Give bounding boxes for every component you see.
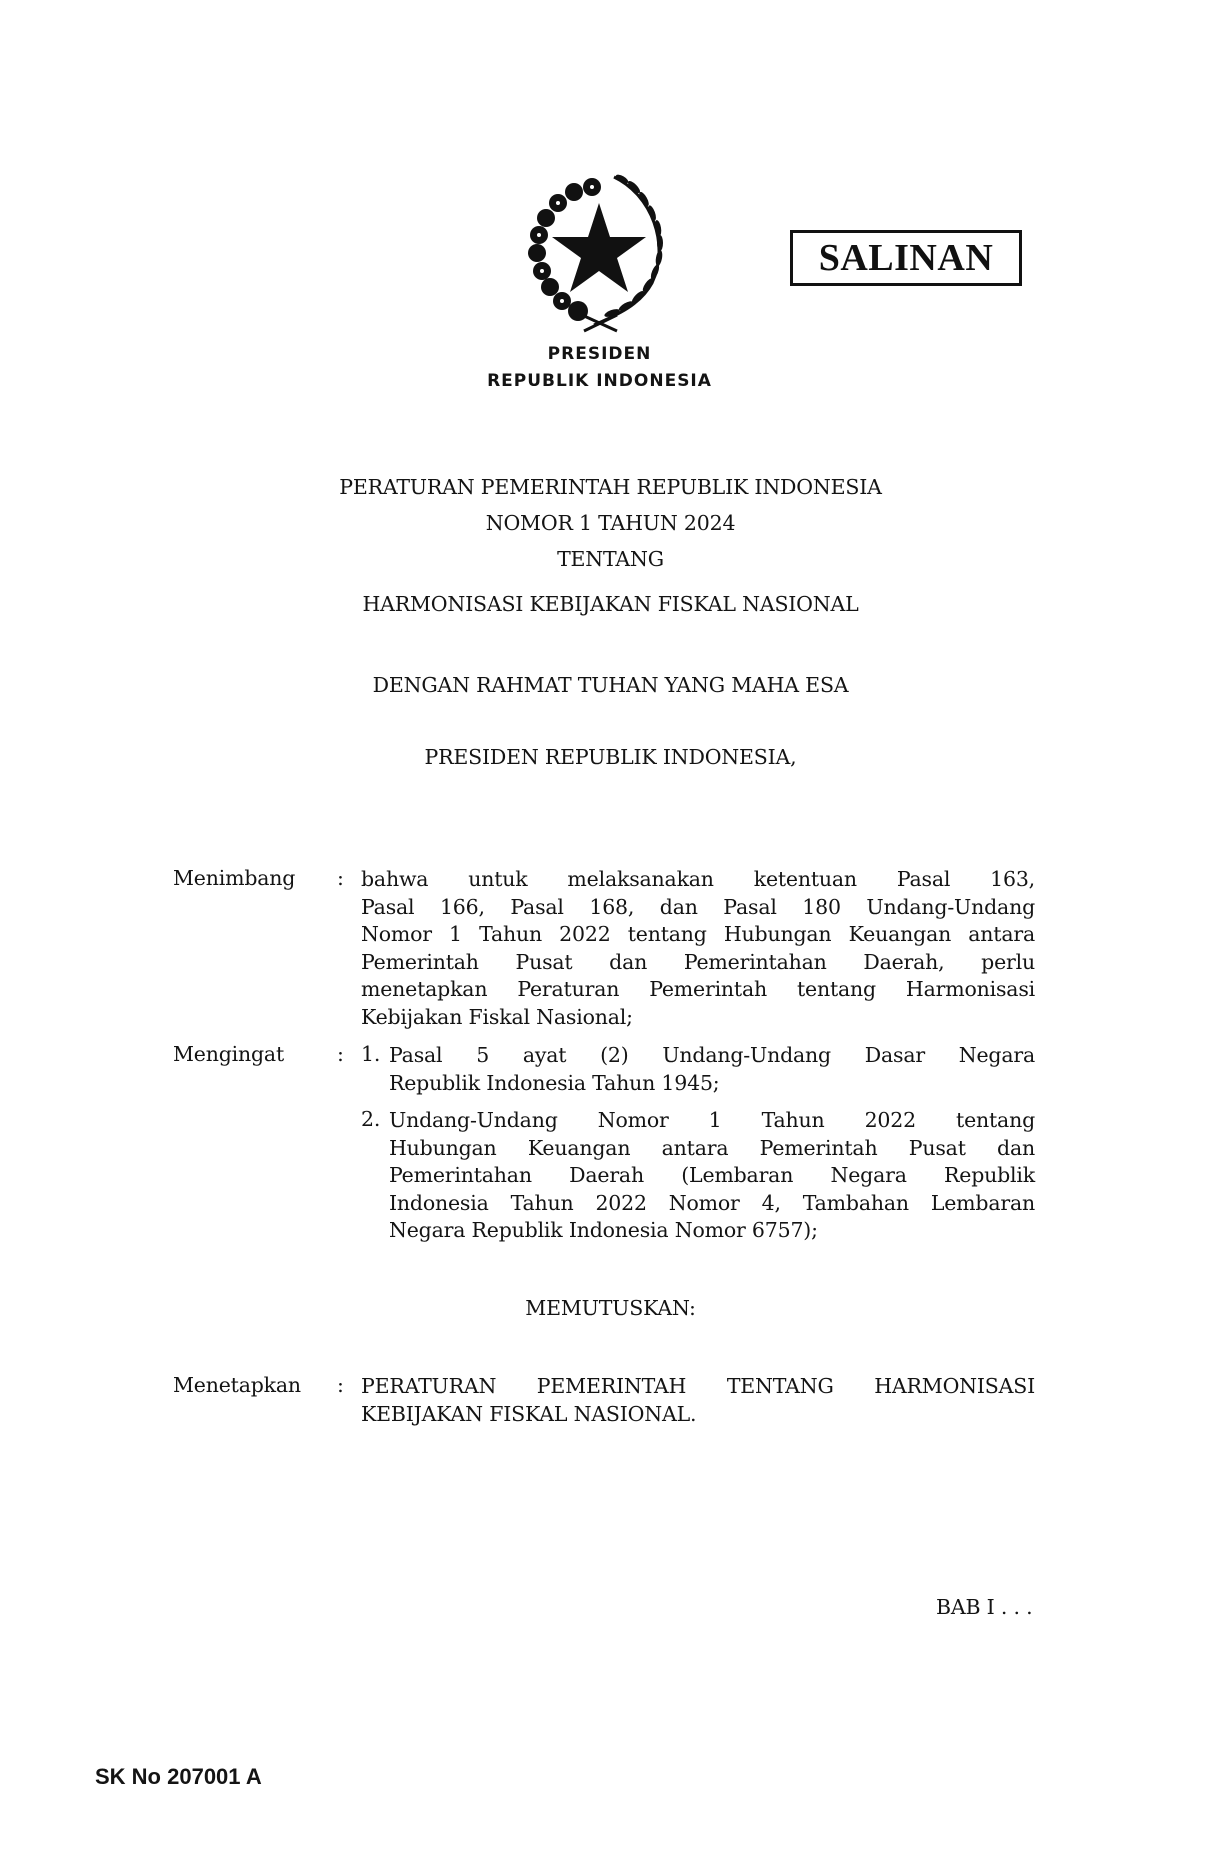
- text-line: Nomor 1 Tahun 2022 tentang Hubungan Keuangan antara: [361, 922, 1035, 947]
- menimbang-section: [173, 866, 1035, 1036]
- document-code: SK No 207001 A: [95, 1764, 262, 1789]
- decision-heading: MEMUTUSKAN:: [525, 1296, 696, 1320]
- text-line: Hubungan Keuangan antara Pemerintah Pusat dan: [389, 1135, 1035, 1160]
- title-regulation: PERATURAN PEMERINTAH REPUBLIK INDONESIA: [339, 475, 882, 499]
- mengingat-colon: :: [337, 1042, 344, 1066]
- text-line: Pemerintahan Daerah (Lembaran Negara Republik: [389, 1163, 1035, 1188]
- title-subject: HARMONISASI KEBIJAKAN FISKAL NASIONAL: [362, 592, 859, 616]
- continuation-marker: BAB I . . .: [936, 1595, 1033, 1619]
- menetapkan-text: [361, 1373, 1035, 1428]
- text-line: Undang-Undang Nomor 1 Tahun 2022 tentang: [389, 1108, 1035, 1132]
- authority: PRESIDEN REPUBLIK INDONESIA,: [424, 745, 797, 769]
- text-line: Republik Indonesia Tahun 1945;: [389, 1070, 720, 1095]
- text-line: Pasal 166, Pasal 168, dan Pasal 180 Undang-Undang: [361, 894, 1035, 919]
- text-line: bahwa untuk melaksanakan ketentuan Pasal 163,: [361, 867, 1035, 891]
- item-text: [389, 1042, 1035, 1097]
- text-line: Indonesia Tahun 2022 Nomor 4, Tambahan Lembaran: [389, 1190, 1035, 1215]
- menetapkan-colon: :: [337, 1373, 344, 1397]
- title-tentang: TENTANG: [557, 547, 664, 571]
- text-line: KEBIJAKAN FISKAL NASIONAL.: [361, 1401, 697, 1426]
- presidential-seal-icon: [522, 165, 677, 333]
- salinan-label: SALINAN: [818, 237, 994, 279]
- menimbang-colon: :: [337, 866, 344, 890]
- mengingat-label: Mengingat: [173, 1042, 284, 1066]
- menimbang-label: Menimbang: [173, 866, 296, 890]
- issuer-line-2: REPUBLIK INDONESIA: [487, 371, 712, 391]
- menetapkan-section: [173, 1373, 1035, 1433]
- mengingat-section: [173, 1042, 1035, 1252]
- item-number: 1.: [361, 1042, 381, 1066]
- menimbang-text: [361, 866, 1035, 1032]
- text-line: PERATURAN PEMERINTAH TENTANG HARMONISASI: [361, 1374, 1035, 1398]
- title-number: NOMOR 1 TAHUN 2024: [485, 511, 736, 535]
- text-line: Pasal 5 ayat (2) Undang-Undang Dasar Negara: [389, 1043, 1035, 1067]
- item-text: [389, 1107, 1035, 1245]
- text-line: Negara Republik Indonesia Nomor 6757);: [389, 1218, 818, 1243]
- text-line: Kebijakan Fiskal Nasional;: [361, 1004, 633, 1029]
- text-line: menetapkan Peraturan Pemerintah tentang Harmonisasi: [361, 977, 1035, 1002]
- issuer-line-1: PRESIDEN: [547, 344, 652, 364]
- text-line: Pemerintah Pusat dan Pemerintahan Daerah, perlu: [361, 949, 1035, 974]
- invocation: DENGAN RAHMAT TUHAN YANG MAHA ESA: [372, 673, 849, 697]
- menetapkan-label: Menetapkan: [173, 1373, 301, 1397]
- item-number: 2.: [361, 1107, 381, 1131]
- salinan-stamp: [790, 230, 1022, 286]
